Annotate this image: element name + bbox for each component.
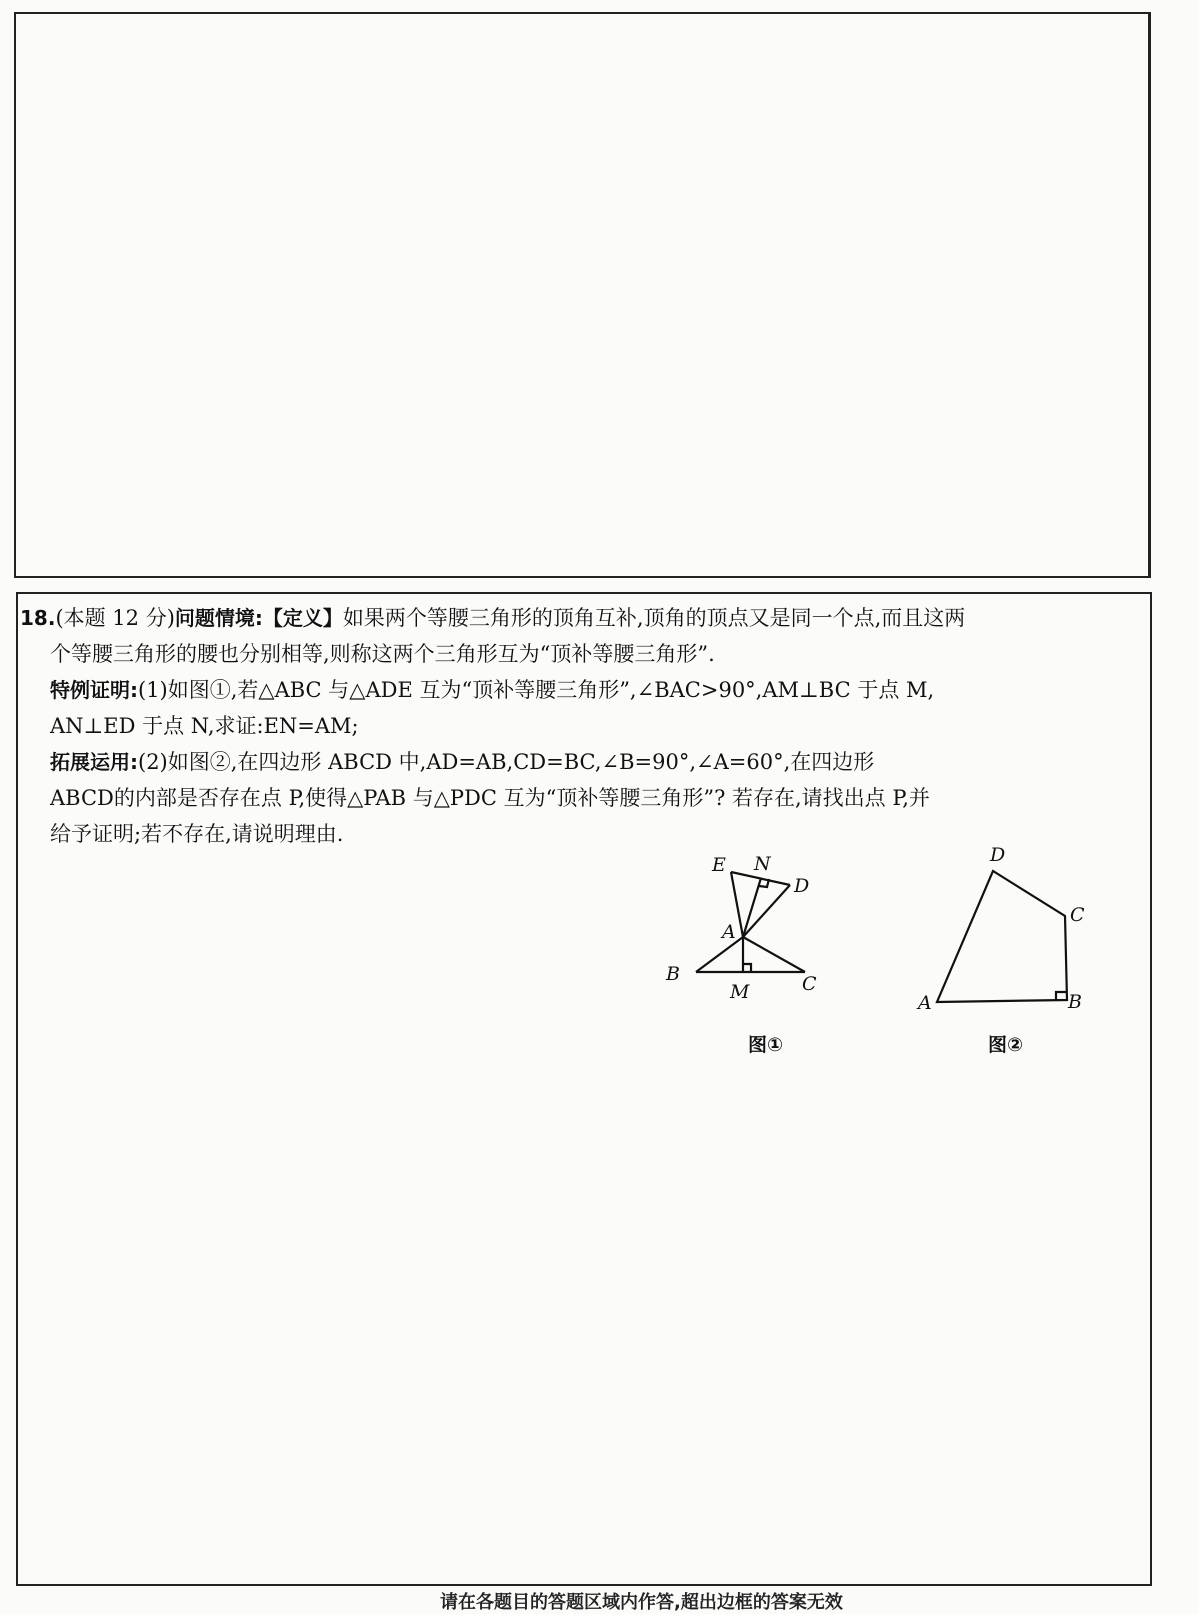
right-angle-M: [743, 964, 751, 972]
question-18: [20, 600, 1152, 852]
footer-note: 请在各题目的答题区域内作答,超出边框的答案无效: [440, 1592, 843, 1613]
definition-tag: 【定义】: [262, 606, 343, 630]
label-E: E: [712, 854, 726, 876]
figure-1-caption: 图①: [748, 1034, 784, 1056]
question-line-3: [20, 672, 1152, 708]
figure-2: [910, 844, 1110, 1014]
label-C: C: [802, 973, 817, 995]
label-A: A: [918, 992, 932, 1014]
question-score: (本题 12 分): [55, 606, 175, 630]
label-D: D: [990, 844, 1006, 866]
right-angle-B: [1056, 992, 1066, 1000]
figure-2-caption: 图②: [988, 1034, 1024, 1056]
question-number: 18.: [20, 606, 56, 630]
label-N: N: [754, 853, 771, 875]
segment-AC: [743, 937, 805, 972]
question-line-5: [20, 744, 1152, 780]
label-C: C: [1070, 904, 1085, 926]
section-label-situation: 问题情境:: [174, 606, 263, 630]
section-label-extend: 拓展运用:: [50, 750, 138, 774]
label-B: B: [1068, 991, 1082, 1013]
question-line-1: [20, 600, 1152, 636]
label-A: A: [722, 921, 736, 943]
label-D: D: [794, 875, 810, 897]
figure-1: [660, 853, 860, 1020]
label-M: M: [730, 981, 750, 1003]
part1-text-a: (1)如图①,若△ABC 与△ADE 互为“顶补等腰三角形”,∠BAC>90°,AM⊥BC 于点 M,: [138, 678, 935, 702]
section-label-special: 特例证明:: [50, 678, 138, 702]
part2-text-a: (2)如图②,在四边形 ABCD 中,AD=AB,CD=BC,∠B=90°,∠A=60°,在四边形: [138, 750, 875, 774]
definition-text-1: 如果两个等腰三角形的顶角互补,顶角的顶点又是同一个点,而且这两: [342, 606, 966, 630]
answer-box-previous: [14, 12, 1151, 578]
part2-text-b: ABCD的内部是否存在点 P,使得△PAB 与△PDC 互为“顶补等腰三角形”? 若存在,请找出点 P,并: [50, 786, 930, 810]
part1-text-b: AN⊥ED 于点 N,求证:EN=AM;: [50, 714, 359, 738]
part2-text-c: 给予证明;若不存在,请说明理由.: [50, 822, 344, 846]
definition-text-2: 个等腰三角形的腰也分别相等,则称这两个三角形互为“顶补等腰三角形”.: [50, 642, 715, 666]
label-B: B: [666, 963, 680, 985]
quadrilateral-ABCD: [937, 871, 1067, 1002]
segment-AB: [696, 937, 743, 972]
